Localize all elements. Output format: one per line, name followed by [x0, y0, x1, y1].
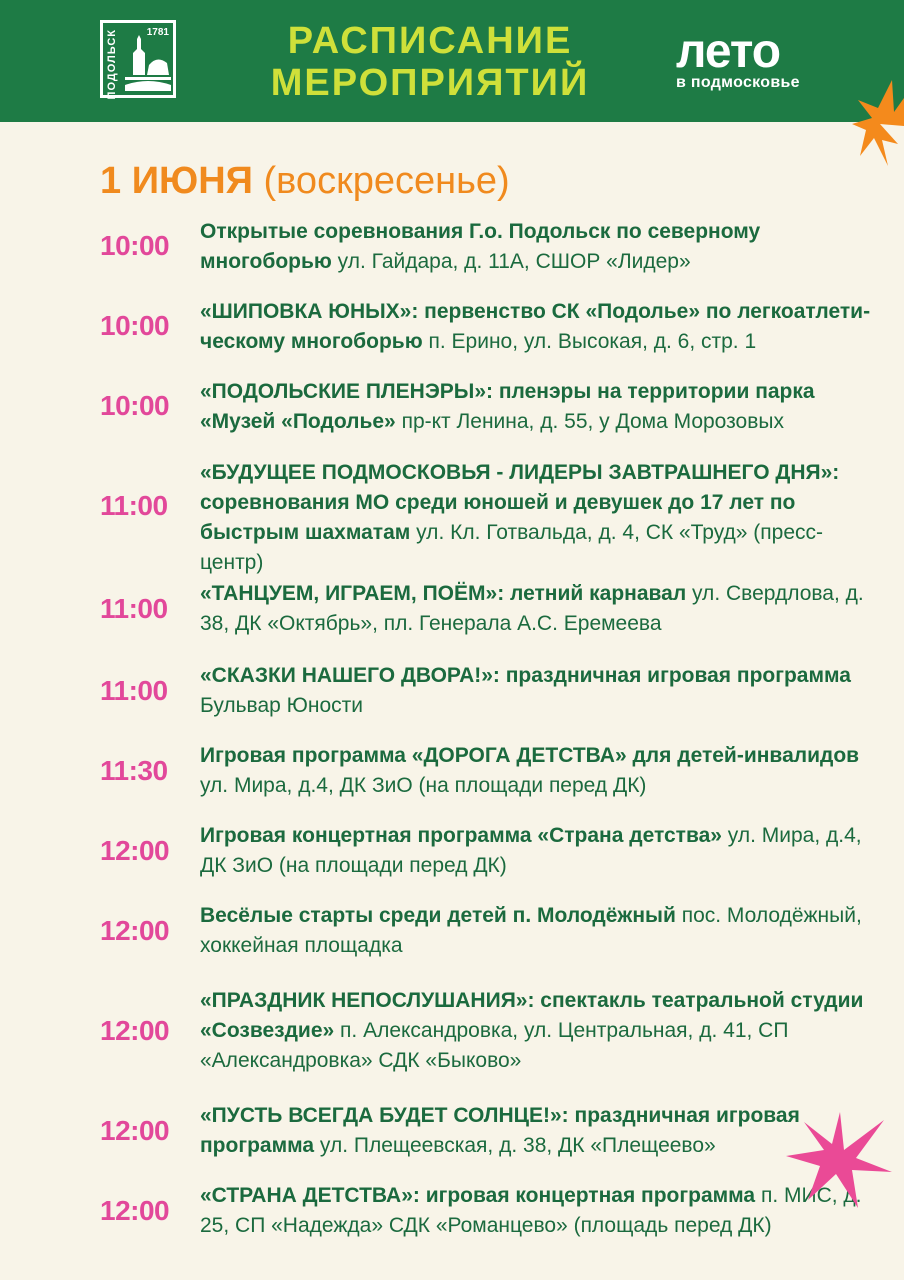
event-description: [200, 579, 880, 639]
city-logo-icon: [100, 20, 176, 98]
event-title: «СТРАНА ДЕТСТВА»: игровая концертная программа: [200, 1184, 756, 1207]
event-time: 11:00: [100, 675, 168, 706]
event-title: Игровая концертная программа «Страна детства»: [200, 824, 722, 847]
event-time: 12:00: [100, 915, 170, 946]
title-line-2: МЕРОПРИЯТИЙ: [270, 62, 590, 104]
event-description: [200, 901, 880, 961]
event-title: «БУДУЩЕЕ ПОДМОСКОВЬЯ - ЛИДЕРЫ ЗАВТРАШНЕГО ДНЯ»: соревнования МО среди юношей и девушек до 17 лет по быстрым шахматам: [200, 461, 840, 544]
event-location: пос. Молодёжный, хоккейная площадка: [200, 904, 862, 957]
event-time: 11:30: [100, 755, 168, 786]
event-description: [200, 1181, 880, 1241]
event-location: ул. Плещеевская, д. 38, ДК «Плещеево»: [314, 1134, 716, 1157]
event-location: ул. Мира, д.4, ДК ЗиО (на площади перед ДК): [200, 774, 647, 797]
event-location: п. Ерино, ул. Высокая, д. 6, стр. 1: [422, 330, 757, 353]
brand-big-text: лето: [676, 25, 781, 78]
event-time: 11:00: [100, 593, 168, 624]
date-heading: [100, 160, 510, 203]
event-description: [200, 377, 880, 437]
event-title: «ПУСТЬ ВСЕГДА БУДЕТ СОЛНЦЕ!»: праздничная игровая программа: [200, 1104, 800, 1157]
event-location: ул. Свердлова, д. 38, ДК «Октябрь», пл. Генерала А.С. Еремеева: [200, 582, 864, 635]
orange-star-icon: [852, 78, 904, 168]
event-location: Бульвар Юности: [200, 694, 364, 717]
event-title: Весёлые старты среди детей п. Молодёжный: [200, 904, 676, 927]
event-title: «СКАЗКИ НАШЕГО ДВОРА!»: праздничная игровая программа: [200, 664, 851, 687]
date-day: 1 ИЮНЯ: [100, 160, 253, 202]
brand-small-text: в подмосковье: [676, 74, 800, 91]
page-title: [260, 20, 600, 104]
event-time: 10:00: [100, 310, 170, 341]
event-description: [200, 986, 880, 1076]
event-title: «ПОДОЛЬСКИЕ ПЛЕНЭРЫ»: пленэры на территории парка «Музей «Подолье»: [200, 380, 815, 433]
event-description: [200, 1101, 880, 1161]
logo-year: 1781: [146, 27, 169, 38]
event-time: 12:00: [100, 1115, 170, 1146]
event-time: 12:00: [100, 1195, 170, 1226]
event-title: «ШИПОВКА ЮНЫХ»: первенство СК «Подолье» по легкоатлети-ческому многоборью: [200, 300, 871, 353]
event-time: 12:00: [100, 835, 170, 866]
title-line-1: РАСПИСАНИЕ: [287, 20, 573, 62]
event-location: ул. Кл. Готвальда, д. 4, СК «Труд» (пресс-центр): [200, 521, 824, 574]
event-description: [200, 217, 880, 277]
event-location: ул. Мира, д.4, ДК ЗиО (на площади перед ДК): [200, 824, 862, 877]
event-description: [200, 458, 880, 578]
date-weekday: (воскресенье): [263, 160, 510, 202]
event-title: Открытые соревнования Г.о. Подольск по северному многоборью: [200, 220, 761, 273]
event-time: 10:00: [100, 390, 170, 421]
event-location: п. Александровка, ул. Центральная, д. 41, СП «Александровка» СДК «Быково»: [200, 1019, 789, 1072]
event-location: ул. Гайдара, д. 11А, СШОР «Лидер»: [331, 250, 691, 273]
event-description: [200, 821, 880, 881]
header-bar: [0, 0, 904, 122]
logo-side-text: ПОДОЛЬСК: [106, 29, 118, 100]
event-description: [200, 297, 880, 357]
brand-logo: [676, 25, 800, 92]
event-title: «ПРАЗДНИК НЕПОСЛУШАНИЯ»: спектакль театральной студии «Созвездие»: [200, 989, 864, 1042]
event-time: 10:00: [100, 230, 170, 261]
event-description: [200, 661, 880, 721]
event-location: пр-кт Ленина, д. 55, у Дома Морозовых: [395, 410, 784, 433]
event-title: «ТАНЦУЕМ, ИГРАЕМ, ПОЁМ»: летний карнавал: [200, 582, 687, 605]
event-time: 12:00: [100, 1015, 170, 1046]
event-time: 11:00: [100, 490, 168, 521]
event-description: [200, 741, 880, 801]
event-title: Игровая программа «ДОРОГА ДЕТСТВА» для детей-инвалидов: [200, 744, 860, 767]
pink-star-icon: [784, 1110, 894, 1210]
event-location: п. МИС, д. 25, СП «Надежда» СДК «Романцево» (площадь перед ДК): [200, 1184, 862, 1237]
